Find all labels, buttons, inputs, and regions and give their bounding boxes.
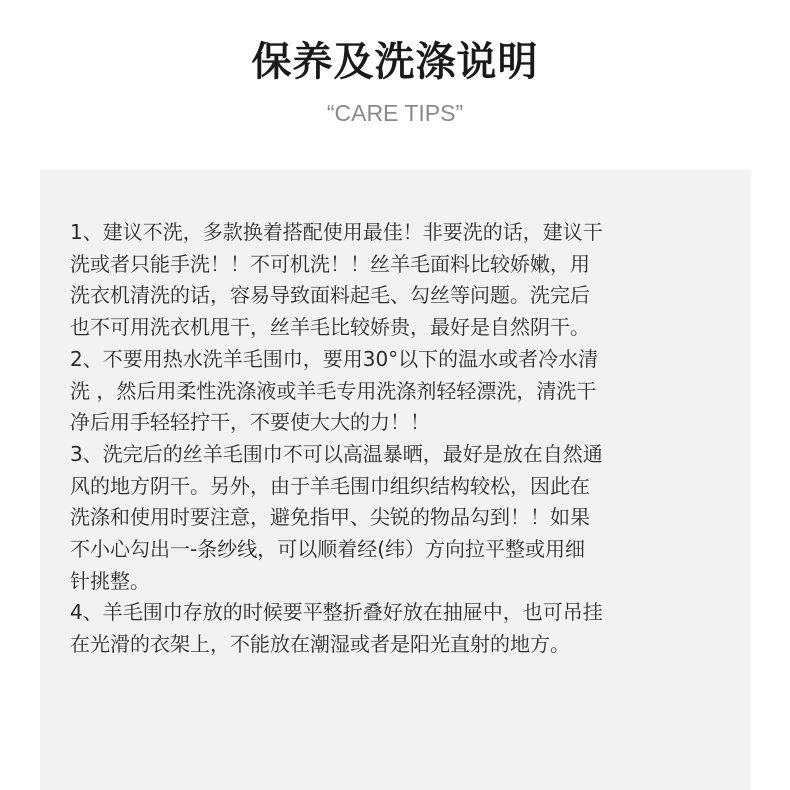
text-line: 洗涤和使用时要注意，避免指甲、尖锐的物品勾到！！如果 [70,505,590,530]
text-line: 风的地方阴干。另外，由于羊毛围巾组织结构较松，因此在 [70,473,590,498]
text-line: 2、不要用热水洗羊毛围巾，要用30°以下的温水或者冷水清 [70,346,599,371]
text-line: 在光滑的衣架上，不能放在潮湿或者是阳光直射的地方。 [70,632,570,657]
text-line: 洗 ，然后用柔性洗涤液或羊毛专用洗涤剂轻轻漂洗，清洗干 [70,378,597,403]
text-line: 净后用手轻轻拧干，不要使大大的力！！ [70,410,430,435]
care-tips-text [70,217,720,661]
text-line: 3、洗完后的丝羊毛围巾不可以高温暴晒，最好是放在自然通 [70,441,603,466]
page-title: 保养及洗涤说明 [251,39,539,85]
text-line: 洗或者只能手洗！！不可机洗！！丝羊毛面料比较娇嫩，用 [70,251,590,276]
text-line: 4、羊毛围巾存放的时候要平整折叠好放在抽屉中，也可吊挂 [70,600,603,625]
text-line: 洗衣机清洗的话，容易导致面料起毛、勾丝等问题。洗完后 [70,283,590,308]
page-subtitle: “CARE TIPS” [326,100,464,126]
text-line: 也不可用洗衣机甩干，丝羊毛比较娇贵，最好是自然阴干。 [70,315,590,340]
text-line: 1、建议不洗，多款换着搭配使用最佳！非要洗的话，建议干 [70,220,603,244]
text-line: 不小心勾出一-条纱线，可以顺着经(纬）方向拉平整或用细 [70,537,586,562]
text-line: 针挑整。 [70,568,150,593]
care-tips-content [70,217,720,661]
